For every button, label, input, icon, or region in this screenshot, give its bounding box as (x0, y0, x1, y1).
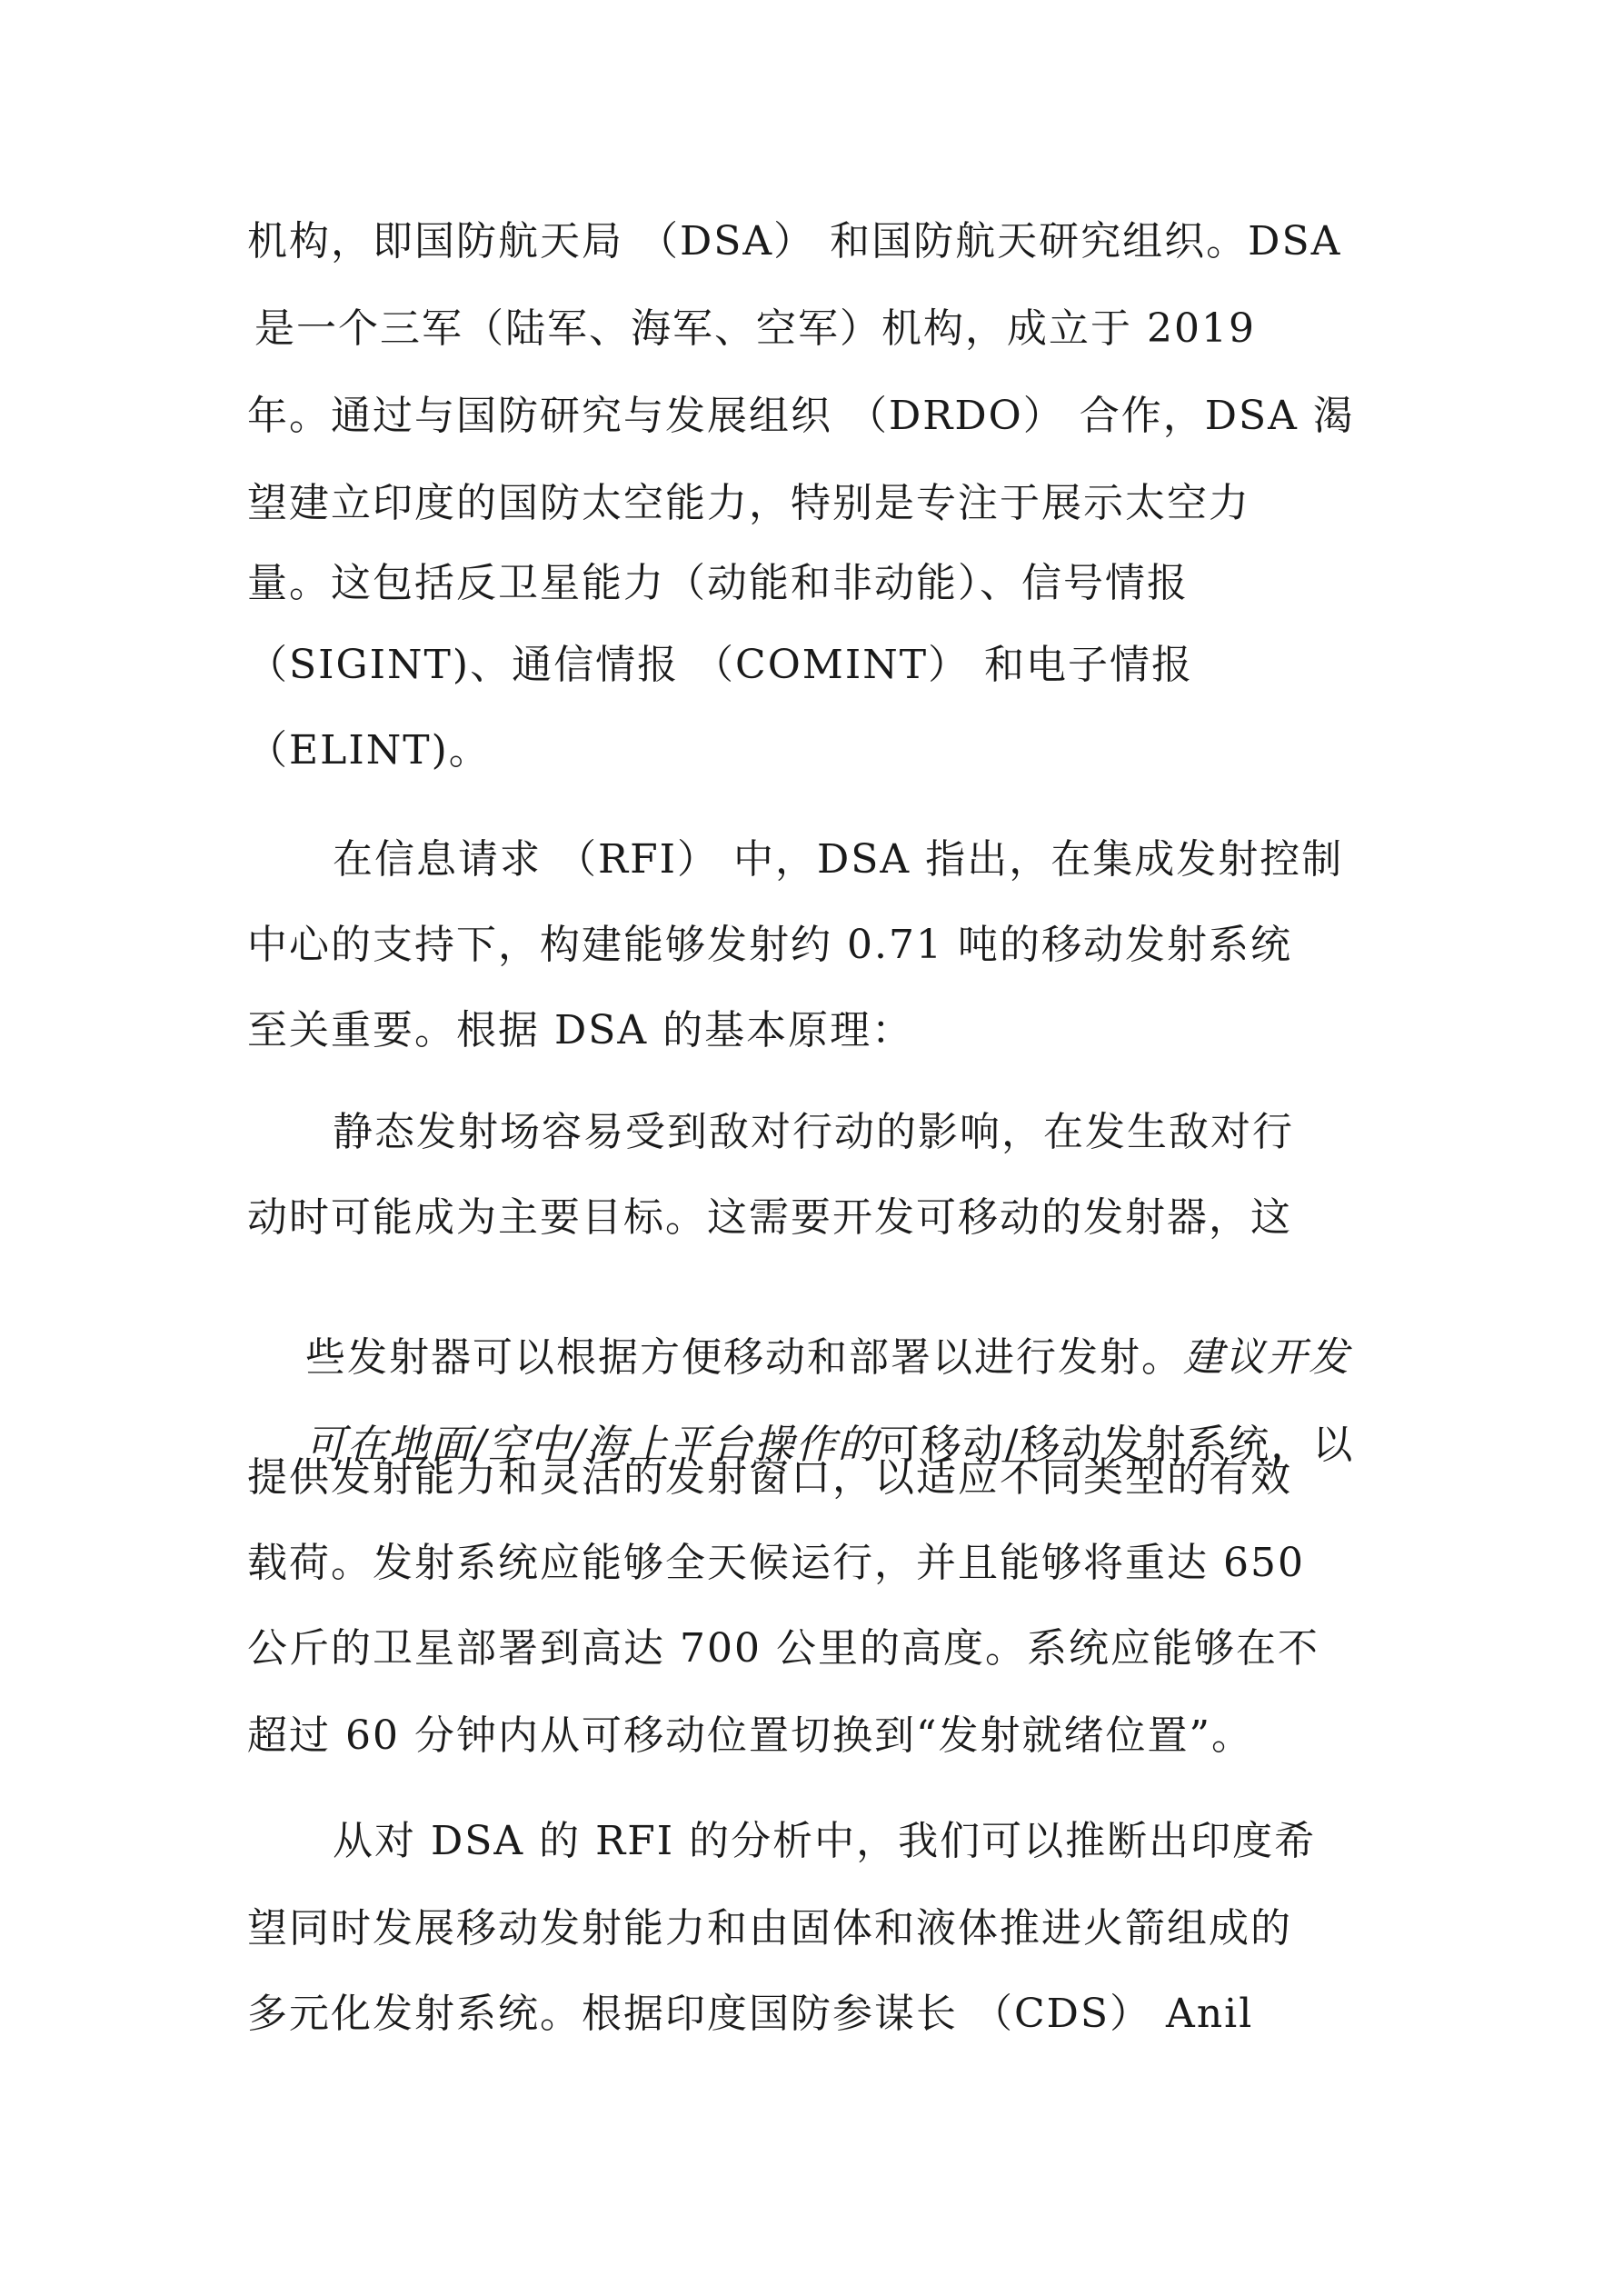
paragraph-1-line-6: （SIGINT)、通信情报 （COMINT） 和电子情报 (247, 642, 1194, 688)
paragraph-1-line-1: 机构，即国防航天局 （DSA） 和国防航天研究组织。DSA (247, 218, 1342, 265)
paragraph-3-line-3-text: 些发射器可以根据方便移动和部署以进行发射。 (304, 1334, 1183, 1381)
paragraph-3-line-4-text: 可移动/移动发射系统，以 (879, 1422, 1355, 1468)
paragraph-1-line-7: （ELINT)。 (247, 727, 491, 774)
paragraph-4-line-2: 望同时发展移动发射能力和由固体和液体推进火箭组成的 (247, 1905, 1292, 1952)
paragraph-3-line-2: 动时可能成为主要目标。这需要开发可移动的发射器，这 (247, 1194, 1292, 1241)
paragraph-3-line-4-italic: 可在地面/空中/海上平台操作的 (304, 1422, 880, 1468)
paragraph-2-line-3: 至关重要。根据 DSA 的基本原理： (247, 1007, 914, 1053)
paragraph-1-line-2: 是一个三军（陆军、海军、空军）机构，成立于 2019 (254, 305, 1256, 352)
paragraph-1-line-5: 量。这包括反卫星能力（动能和非动能）、信号情报 (247, 560, 1189, 606)
paragraph-3-line-8: 超过 60 分钟内从可移动位置切换到“发射就绪位置”。 (247, 1712, 1253, 1759)
paragraph-3-line-1: 静态发射场容易受到敌对行动的影响，在发生敌对行 (333, 1109, 1294, 1155)
paragraph-3-line-6: 载荷。发射系统应能够全天候运行，并且能够将重达 650 (247, 1540, 1305, 1586)
paragraph-3-line-5: 提供发射能力和灵活的发射窗口，以适应不同类型的有效 (247, 1454, 1292, 1501)
paragraph-3-line-7: 公斤的卫星部署到高达 700 公里的高度。系统应能够在不 (247, 1625, 1319, 1672)
paragraph-2-line-2: 中心的支持下，构建能够发射约 0.71 吨的移动发射系统 (247, 922, 1292, 968)
paragraph-2-line-1: 在信息请求 （RFI） 中，DSA 指出，在集成发射控制 (333, 836, 1344, 883)
paragraph-1-line-4: 望建立印度的国防太空能力，特别是专注于展示太空力 (247, 480, 1250, 526)
paragraph-4-line-1: 从对 DSA 的 RFI 的分析中，我们可以推断出印度希 (333, 1818, 1317, 1864)
paragraph-4-line-3: 多元化发射系统。根据印度国防参谋长 （CDS） Anil (247, 1991, 1254, 2037)
paragraph-1-line-3: 年。通过与国防研究与发展组织 （DRDO） 合作，DSA 渴 (247, 393, 1355, 439)
paragraph-3-line-3-italic: 建议开发 (1182, 1334, 1350, 1381)
